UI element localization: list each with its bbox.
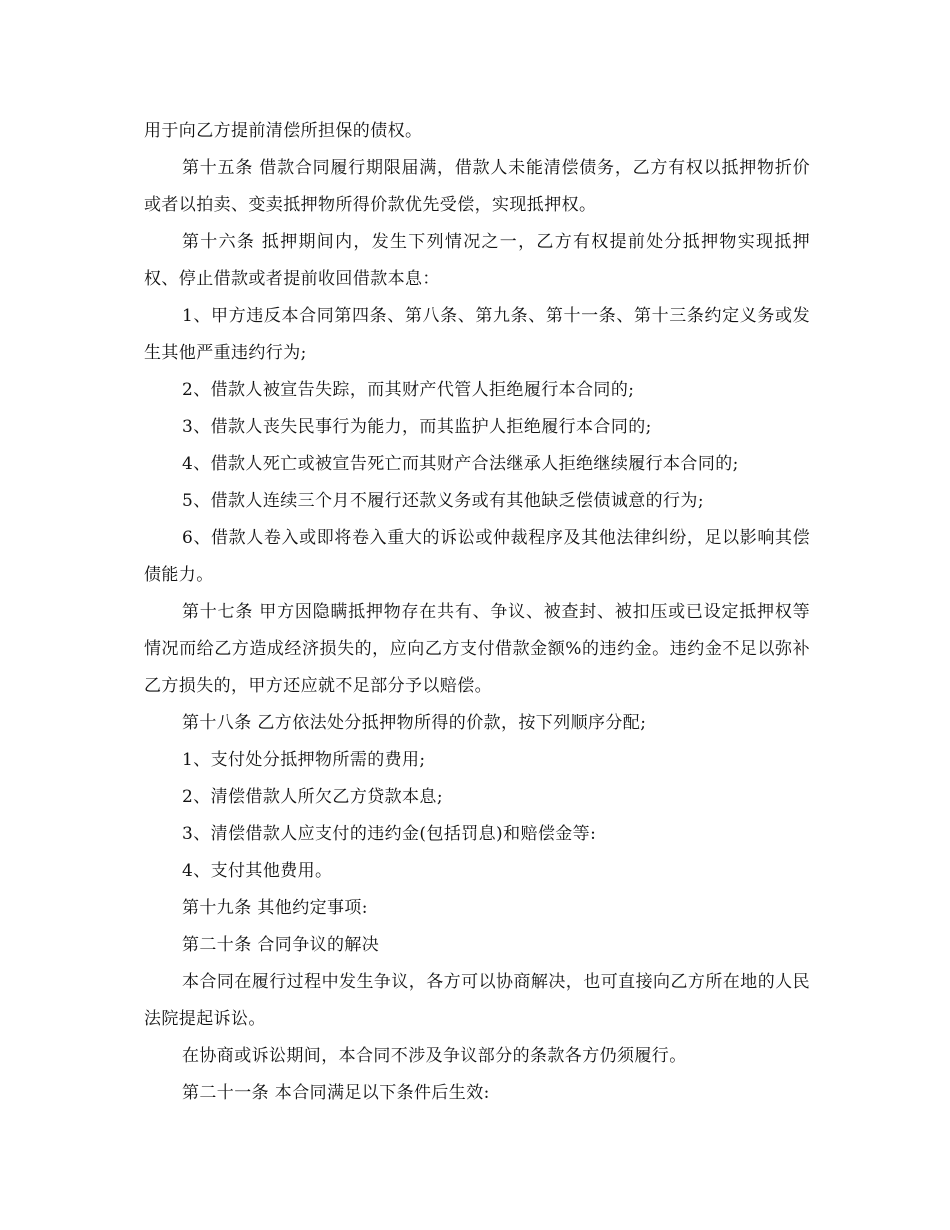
list-item-16-1: 1、甲方违反本合同第四条、第八条、第九条、第十一条、第十三条约定义务或发生其他严重违约行为; xyxy=(144,306,810,363)
paragraph-continuation: 用于向乙方提前清偿所担保的债权。 xyxy=(144,121,423,141)
list-item-18-3: 3、清偿借款人应支付的违约金(包括罚息)和赔偿金等: xyxy=(182,824,597,844)
paragraph-dispute-period: 在协商或诉讼期间，本合同不涉及争议部分的条款各方仍须履行。 xyxy=(182,1046,687,1066)
paragraph-article-17: 第十七条 甲方因隐瞒抵押物存在共有、争议、被查封、被扣压或已设定抵押权等情况而给乙方造成经济损失的，应向乙方支付借款金额%的违约金。违约金不足以弥补乙方损失的，甲方还应就不足部分予以赔偿。 xyxy=(144,602,810,696)
paragraph-article-20: 第二十条 合同争议的解决 xyxy=(182,935,380,955)
list-item-18-2: 2、清偿借款人所欠乙方贷款本息; xyxy=(182,787,443,807)
paragraph-article-15: 第十五条 借款合同履行期限届满，借款人未能清偿债务，乙方有权以抵押物折价或者以拍卖、变卖抵押物所得价款优先受偿，实现抵押权。 xyxy=(144,158,810,215)
document-body xyxy=(144,113,810,1112)
list-item-16-4: 4、借款人死亡或被宣告死亡而其财产合法继承人拒绝继续履行本合同的; xyxy=(182,454,739,474)
paragraph-article-18: 第十八条 乙方依法处分抵押物所得的价款，按下列顺序分配; xyxy=(182,713,647,733)
list-item-18-1: 1、支付处分抵押物所需的费用; xyxy=(182,750,426,770)
list-item-16-2: 2、借款人被宣告失踪，而其财产代管人拒绝履行本合同的; xyxy=(182,380,635,400)
list-item-18-4: 4、支付其他费用。 xyxy=(182,861,333,881)
paragraph-dispute-resolution: 本合同在履行过程中发生争议，各方可以协商解决，也可直接向乙方所在地的人民法院提起诉讼。 xyxy=(144,972,810,1029)
list-item-16-3: 3、借款人丧失民事行为能力，而其监护人拒绝履行本合同的; xyxy=(182,417,652,437)
paragraph-article-21: 第二十一条 本合同满足以下条件后生效: xyxy=(182,1083,490,1103)
paragraph-article-19: 第十九条 其他约定事项: xyxy=(182,898,368,918)
list-item-16-6: 6、借款人卷入或即将卷入重大的诉讼或仲裁程序及其他法律纠纷，足以影响其偿债能力。 xyxy=(144,528,810,585)
paragraph-article-16: 第十六条 抵押期间内，发生下列情况之一，乙方有权提前处分抵押物实现抵押权、停止借款或者提前收回借款本息： xyxy=(144,232,810,289)
list-item-16-5: 5、借款人连续三个月不履行还款义务或有其他缺乏偿债诚意的行为; xyxy=(182,491,704,511)
